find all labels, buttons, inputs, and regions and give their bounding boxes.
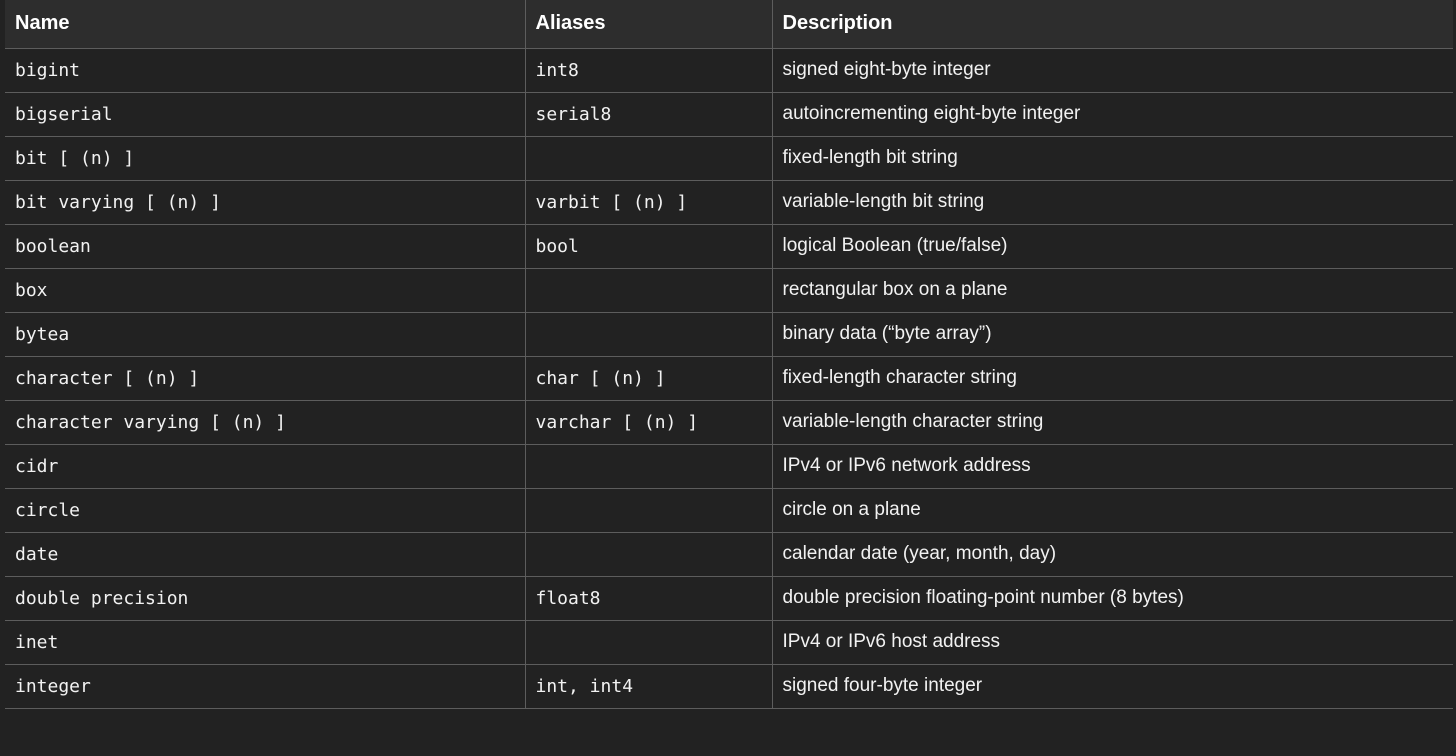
cell-name: boolean (5, 225, 525, 269)
cell-alias: int8 (525, 49, 772, 93)
cell-name: cidr (5, 445, 525, 489)
cell-name: circle (5, 489, 525, 533)
cell-description: fixed-length character string (772, 357, 1453, 401)
cell-alias: char [ (n) ] (525, 357, 772, 401)
table-row (5, 49, 1453, 93)
cell-alias (525, 445, 772, 489)
cell-alias: bool (525, 225, 772, 269)
cell-name: box (5, 269, 525, 313)
table-row (5, 181, 1453, 225)
table-row (5, 313, 1453, 357)
cell-description: fixed-length bit string (772, 137, 1453, 181)
cell-description: double precision floating-point number (8 bytes) (772, 577, 1453, 621)
cell-name: date (5, 533, 525, 577)
cell-alias: varbit [ (n) ] (525, 181, 772, 225)
cell-name: bytea (5, 313, 525, 357)
table-row (5, 577, 1453, 621)
cell-alias: serial8 (525, 93, 772, 137)
cell-description: autoincrementing eight-byte integer (772, 93, 1453, 137)
column-header-description: Description (772, 0, 1453, 49)
table-row (5, 269, 1453, 313)
table-row (5, 489, 1453, 533)
cell-description: signed eight-byte integer (772, 49, 1453, 93)
cell-description: IPv4 or IPv6 network address (772, 445, 1453, 489)
cell-alias: float8 (525, 577, 772, 621)
cell-description: rectangular box on a plane (772, 269, 1453, 313)
table-header (5, 0, 1453, 49)
cell-description: logical Boolean (true/false) (772, 225, 1453, 269)
table-row (5, 621, 1453, 665)
cell-name: integer (5, 665, 525, 709)
cell-alias (525, 137, 772, 181)
cell-name: double precision (5, 577, 525, 621)
cell-alias (525, 621, 772, 665)
cell-description: signed four-byte integer (772, 665, 1453, 709)
table-row (5, 533, 1453, 577)
cell-alias (525, 489, 772, 533)
cell-name: bit varying [ (n) ] (5, 181, 525, 225)
table-row (5, 357, 1453, 401)
table-row (5, 93, 1453, 137)
column-header-aliases: Aliases (525, 0, 772, 49)
cell-name: bigint (5, 49, 525, 93)
cell-alias: varchar [ (n) ] (525, 401, 772, 445)
table-row (5, 445, 1453, 489)
cell-alias (525, 533, 772, 577)
table-body (5, 49, 1453, 709)
cell-alias: int, int4 (525, 665, 772, 709)
cell-alias (525, 313, 772, 357)
table-row (5, 137, 1453, 181)
table-row (5, 665, 1453, 709)
table-row (5, 225, 1453, 269)
cell-description: binary data (“byte array”) (772, 313, 1453, 357)
cell-name: character [ (n) ] (5, 357, 525, 401)
cell-description: IPv4 or IPv6 host address (772, 621, 1453, 665)
cell-name: bit [ (n) ] (5, 137, 525, 181)
column-header-name: Name (5, 0, 525, 49)
cell-name: bigserial (5, 93, 525, 137)
cell-name: character varying [ (n) ] (5, 401, 525, 445)
table-row (5, 401, 1453, 445)
cell-description: calendar date (year, month, day) (772, 533, 1453, 577)
cell-alias (525, 269, 772, 313)
data-types-table (5, 0, 1453, 709)
cell-description: variable-length bit string (772, 181, 1453, 225)
table-header-row (5, 0, 1453, 49)
cell-description: circle on a plane (772, 489, 1453, 533)
cell-description: variable-length character string (772, 401, 1453, 445)
cell-name: inet (5, 621, 525, 665)
